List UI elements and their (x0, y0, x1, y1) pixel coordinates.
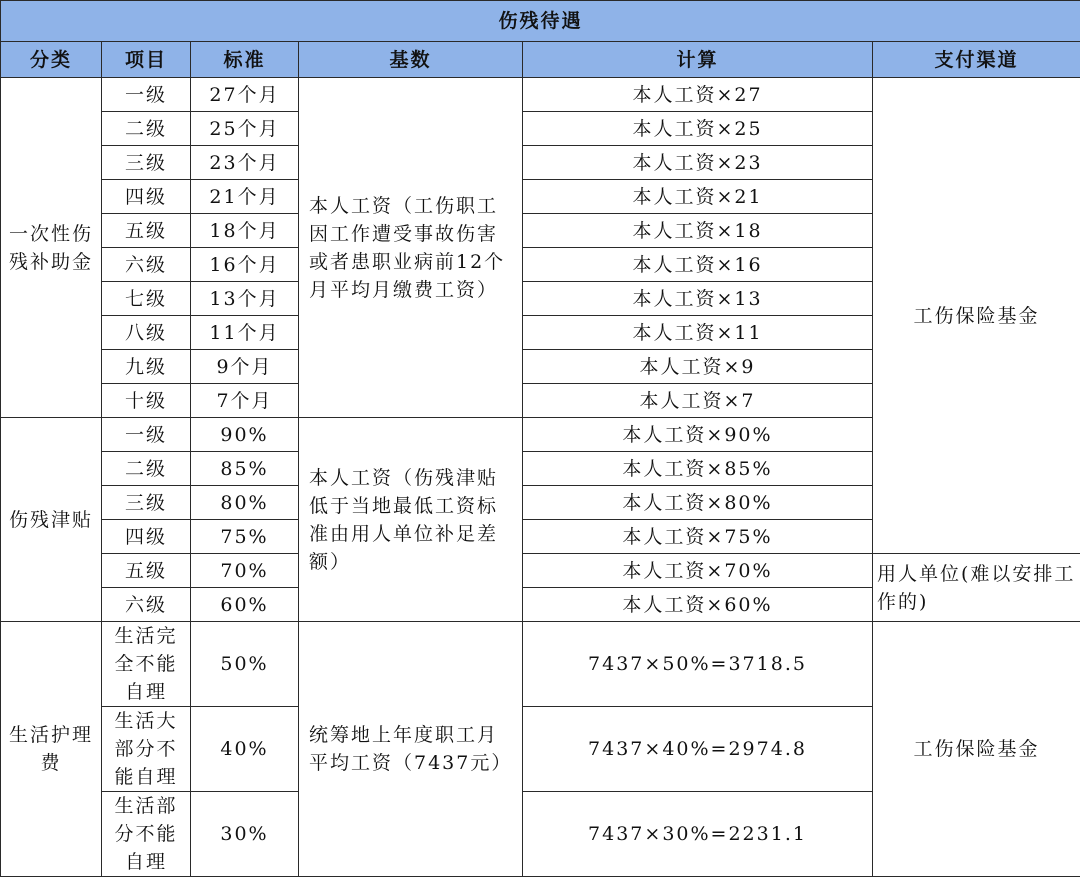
item-cell: 三级 (102, 146, 191, 180)
item-cell: 生活大部分不能自理 (102, 707, 191, 792)
calc-cell: 本人工资×80% (523, 486, 873, 520)
table-title: 伤残待遇 (1, 1, 1080, 42)
header-payment-channel: 支付渠道 (873, 42, 1080, 78)
item-cell: 七级 (102, 282, 191, 316)
calc-cell: 本人工资×9 (523, 350, 873, 384)
item-cell: 八级 (102, 316, 191, 350)
category-cell: 伤残津贴 (1, 418, 102, 622)
calc-cell: 本人工资×25 (523, 112, 873, 146)
calc-cell: 本人工资×27 (523, 78, 873, 112)
item-cell: 十级 (102, 384, 191, 418)
base-cell: 本人工资（工伤职工因工作遭受事故伤害或者患职业病前12个月平均月缴费工资） (299, 78, 523, 418)
calc-cell: 本人工资×23 (523, 146, 873, 180)
item-cell: 六级 (102, 248, 191, 282)
standard-cell: 18个月 (191, 214, 299, 248)
item-cell: 二级 (102, 112, 191, 146)
item-cell: 生活完全不能自理 (102, 622, 191, 707)
item-cell: 五级 (102, 214, 191, 248)
table-row (1, 78, 1080, 112)
calc-cell: 7437×40%=2974.8 (523, 707, 873, 792)
standard-cell: 50% (191, 622, 299, 707)
standard-cell: 23个月 (191, 146, 299, 180)
calc-cell: 本人工资×18 (523, 214, 873, 248)
header-calculation: 计算 (523, 42, 873, 78)
standard-cell: 7个月 (191, 384, 299, 418)
payment-cell-employer: 用人单位(难以安排工作的) (873, 554, 1080, 622)
standard-cell: 90% (191, 418, 299, 452)
table-row (1, 622, 1080, 707)
item-cell: 九级 (102, 350, 191, 384)
calc-cell: 本人工资×60% (523, 588, 873, 622)
base-cell: 统筹地上年度职工月平均工资（7437元） (299, 622, 523, 877)
standard-cell: 70% (191, 554, 299, 588)
item-cell: 生活部分不能自理 (102, 792, 191, 877)
header-category: 分类 (1, 42, 102, 78)
standard-cell: 75% (191, 520, 299, 554)
calc-cell: 本人工资×21 (523, 180, 873, 214)
item-cell: 四级 (102, 520, 191, 554)
item-cell: 二级 (102, 452, 191, 486)
standard-cell: 30% (191, 792, 299, 877)
item-cell: 六级 (102, 588, 191, 622)
header-standard: 标准 (191, 42, 299, 78)
calc-cell: 本人工资×70% (523, 554, 873, 588)
calc-cell: 本人工资×13 (523, 282, 873, 316)
item-cell: 五级 (102, 554, 191, 588)
calc-cell: 本人工资×7 (523, 384, 873, 418)
item-cell: 三级 (102, 486, 191, 520)
base-cell: 本人工资（伤残津贴低于当地最低工资标准由用人单位补足差额） (299, 418, 523, 622)
standard-cell: 16个月 (191, 248, 299, 282)
item-cell: 一级 (102, 418, 191, 452)
table-row (1, 554, 1080, 588)
calc-cell: 本人工资×16 (523, 248, 873, 282)
standard-cell: 60% (191, 588, 299, 622)
standard-cell: 11个月 (191, 316, 299, 350)
category-cell: 生活护理费 (1, 622, 102, 877)
standard-cell: 80% (191, 486, 299, 520)
payment-cell-fund: 工伤保险基金 (873, 78, 1080, 554)
payment-cell-fund-bottom: 工伤保险基金 (873, 622, 1080, 877)
standard-cell: 27个月 (191, 78, 299, 112)
standard-cell: 13个月 (191, 282, 299, 316)
item-cell: 一级 (102, 78, 191, 112)
standard-cell: 40% (191, 707, 299, 792)
header-base: 基数 (299, 42, 523, 78)
calc-cell: 本人工资×11 (523, 316, 873, 350)
standard-cell: 21个月 (191, 180, 299, 214)
category-cell: 一次性伤残补助金 (1, 78, 102, 418)
calc-cell: 本人工资×75% (523, 520, 873, 554)
calc-cell: 本人工资×85% (523, 452, 873, 486)
calc-cell: 7437×30%=2231.1 (523, 792, 873, 877)
item-cell: 四级 (102, 180, 191, 214)
standard-cell: 9个月 (191, 350, 299, 384)
standard-cell: 25个月 (191, 112, 299, 146)
calc-cell: 本人工资×90% (523, 418, 873, 452)
calc-cell: 7437×50%=3718.5 (523, 622, 873, 707)
header-item: 项目 (102, 42, 191, 78)
standard-cell: 85% (191, 452, 299, 486)
